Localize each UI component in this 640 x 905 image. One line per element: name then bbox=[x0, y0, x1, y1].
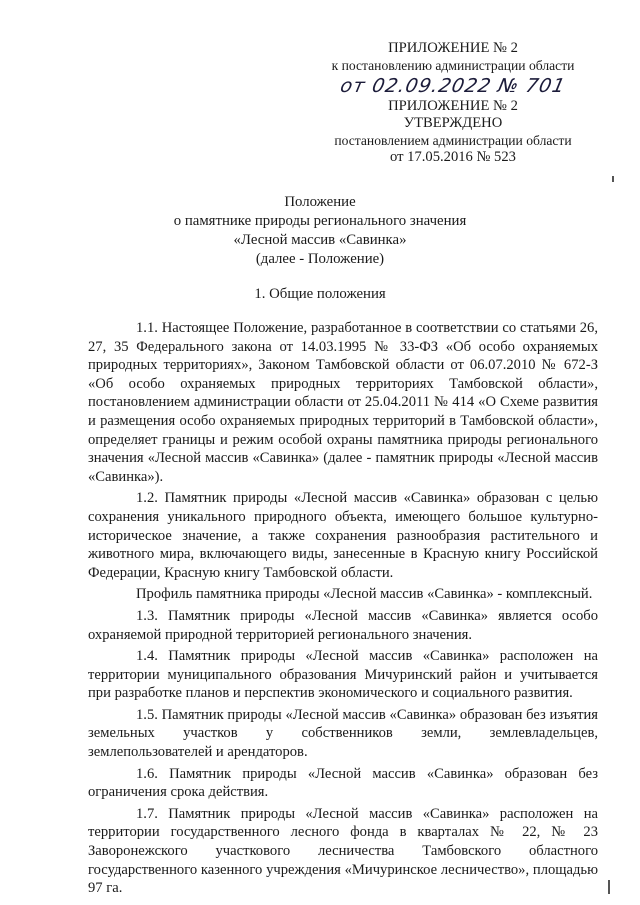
section-body bbox=[88, 319, 598, 901]
paragraph: 1.5. Памятник природы «Лесной массив «Савинка» образован без изъятия земельных участков у собственников земли, землевладельцев, землепользователей и арендаторов. bbox=[88, 706, 598, 761]
paragraph: 1.2. Памятник природы «Лесной массив «Савинка» образован с целью сохранения уникального природного объекта, имеющего большое культурно-историческое значение, а также сохранения разнообразия растительного и животного мира, включающего виды, занесенные в Красную книгу Российской Федерации, Красную книгу Тамбовской области. bbox=[88, 490, 598, 581]
title-line-3: «Лесной массив «Савинка» bbox=[233, 232, 407, 248]
appendix-original-label: ПРИЛОЖЕНИЕ № 2 bbox=[388, 98, 518, 114]
title-line-1: Положение bbox=[284, 194, 356, 210]
document-title bbox=[0, 193, 640, 269]
appendix-stamp bbox=[308, 40, 598, 166]
paragraph: 1.3. Памятник природы «Лесной массив «Савинка» является особо охраняемой природной территорией регионального значения. bbox=[88, 607, 598, 643]
handwritten-date-signature: от 02.09.2022 № 701 bbox=[338, 75, 568, 97]
title-line-2: о памятнике природы регионального значения bbox=[173, 213, 467, 229]
appendix-current-label: ПРИЛОЖЕНИЕ № 2 bbox=[388, 40, 518, 56]
scan-edge-mark bbox=[612, 176, 614, 182]
title-line-4: (далее - Положение) bbox=[255, 251, 385, 267]
resolution-reference: к постановлению администрации области bbox=[331, 58, 575, 73]
approved-label: УТВЕРЖДЕНО bbox=[403, 115, 503, 131]
scan-edge-mark bbox=[608, 880, 610, 894]
paragraph: Профиль памятника природы «Лесной массив «Савинка» - комплексный. bbox=[136, 586, 593, 603]
original-date-text: от 17.05.2016 № 523 bbox=[390, 149, 516, 165]
paragraph: 1.1. Настоящее Положение, разработанное в соответствии со статьями 26, 27, 35 Федерального закона от 14.03.1995 № 33-ФЗ «Об особо охраняемых природных территориях», Законом Тамбовской области от 06.07.2010 № 672-З «Об особо охраняемых природных территориях Тамбовской области», постановлением администрации области от 25.04.2011 № 414 «О Схеме развития и размещения особо охраняемых природных территорий в Тамбовской области», определяет границы и режим особой охраны памятника природы регионального значения «Лесной массив «Савинка» (далее - памятник природы «Лесной массив «Савинка»). bbox=[88, 320, 598, 485]
paragraph: 1.7. Памятник природы «Лесной массив «Савинка» расположен на территории государственного лесного фонда в кварталах № 22, № 23 Заворонежского участкового лесничества Тамбовского областного государственного казенного учреждения «Мичуринское лесничество», площадью 97 га. bbox=[88, 805, 598, 897]
approved-by-text: постановлением администрации области bbox=[334, 133, 572, 148]
paragraph: 1.6. Памятник природы «Лесной массив «Савинка» образован без ограничения срока действия. bbox=[88, 765, 598, 801]
paragraph: 1.4. Памятник природы «Лесной массив «Савинка» расположен на территории муниципального образования Мичуринский район и учитывается при разработке планов и перспектив экономического и социального развития. bbox=[88, 648, 598, 702]
section-heading: 1. Общие положения bbox=[254, 286, 386, 302]
